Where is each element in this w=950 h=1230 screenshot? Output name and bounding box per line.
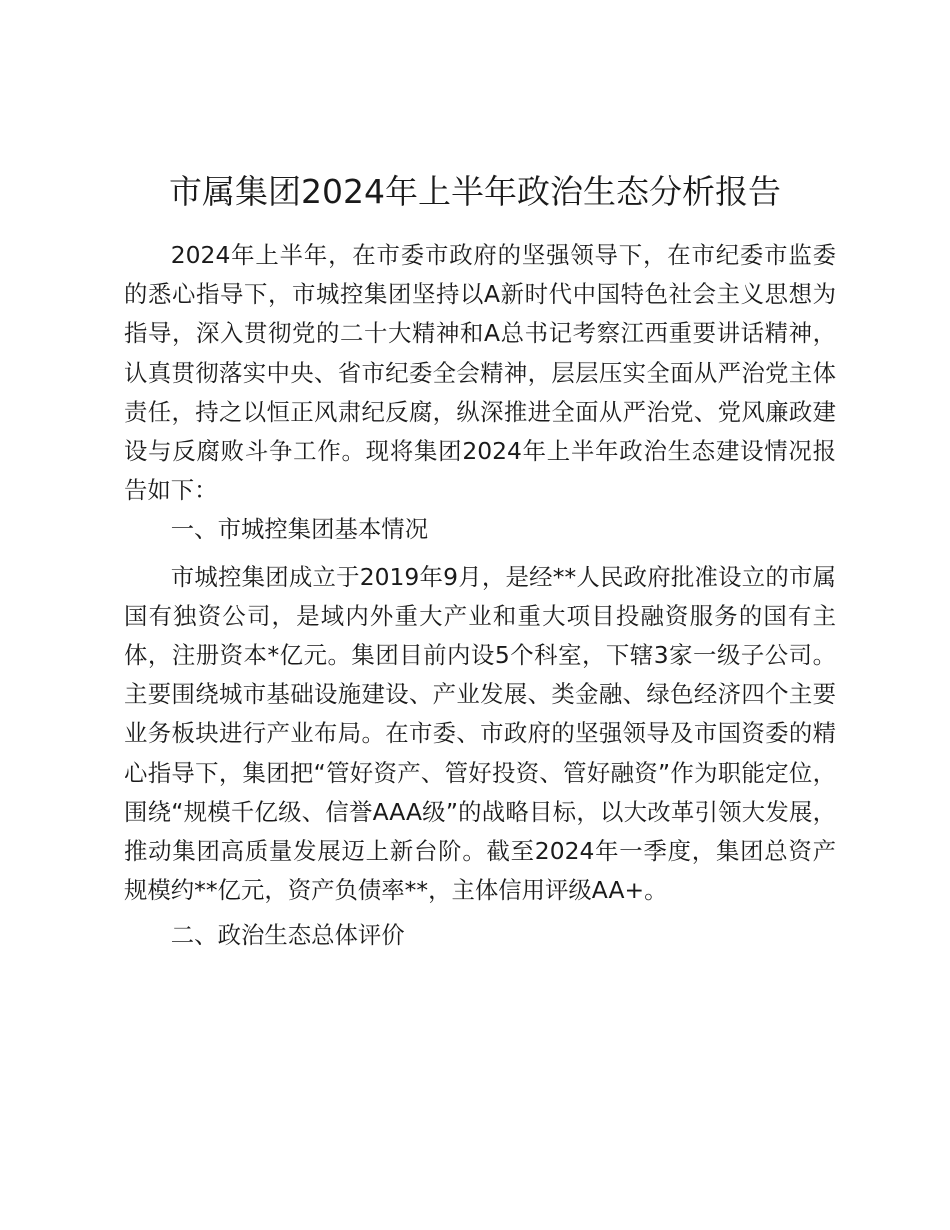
document-body <box>124 236 836 956</box>
section-heading-2: 二、政治生态总体评价 <box>170 921 405 950</box>
section-heading-1: 一、市城控集团基本情况 <box>170 515 429 544</box>
document-title: 市属集团2024年上半年政治生态分析报告 <box>169 172 781 211</box>
section-1-paragraph: 市城控集团成立于2019年9月，是经**人民政府批准设立的市属国有独资公司，是域内外重大产业和重大项目投融资服务的国有主体，注册资本*亿元。集团目前内设5个科室，下辖3家一级子公司。主要围绕城市基础设施建设、产业发展、类金融、绿色经济四个主要业务板块进行产业布局。在市委、市政府的坚强领导及市国资委的精心指导下，集团把“管好资产、管好投资、管好融资”作为职能定位，围绕“规模千亿级、信誉AAA级”的战略目标，以大改革引领大发展，推动集团高质量发展迈上新台阶。截至2024年一季度，集团总资产规模约**亿元，资产负债率**，主体信用评级AA+。 <box>124 562 836 905</box>
intro-paragraph: 2024年上半年，在市委市政府的坚强领导下，在市纪委市监委的悉心指导下，市城控集团坚持以A新时代中国特色社会主义思想为指导，深入贯彻党的二十大精神和A总书记考察江西重要讲话精神，认真贯彻落实中央、省市纪委全会精神，层层压实全面从严治党主体责任，持之以恒正风肃纪反腐，纵深推进全面从严治党、党风廉政建设与反腐败斗争工作。现将集团2024年上半年政治生态建设情况报告如下： <box>124 241 836 505</box>
